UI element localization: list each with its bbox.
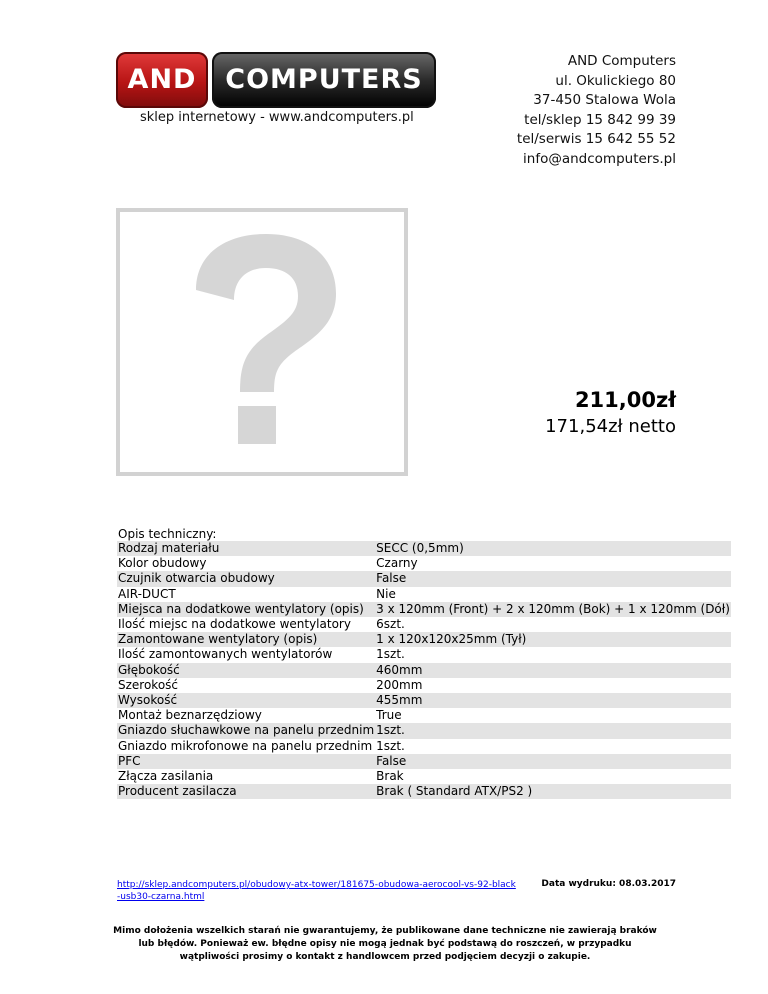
price-block bbox=[545, 388, 676, 437]
spec-key: Montaż beznarzędziowy bbox=[118, 708, 262, 723]
spec-value: 6szt. bbox=[376, 617, 405, 632]
spec-row bbox=[117, 754, 731, 769]
spec-value: True bbox=[376, 708, 402, 723]
spec-value: 1szt. bbox=[376, 738, 405, 753]
spec-key: Złącza zasilania bbox=[118, 769, 214, 784]
spec-value: 3 x 120mm (Front) + 2 x 120mm (Bok) + 1 x 120mm (Dół) bbox=[376, 601, 730, 616]
spec-key: Zamontowane wentylatory (opis) bbox=[117, 632, 375, 647]
specs-table bbox=[117, 541, 731, 799]
logo-computers-text: COMPUTERS bbox=[212, 52, 436, 108]
spec-key: AIR-DUCT bbox=[118, 586, 176, 601]
spec-value: False bbox=[375, 754, 731, 769]
company-email: info@andcomputers.pl bbox=[523, 150, 676, 167]
spec-row bbox=[117, 571, 731, 586]
spec-key: Kolor obudowy bbox=[118, 556, 207, 571]
spec-value: Nie bbox=[376, 586, 396, 601]
spec-row bbox=[117, 556, 731, 571]
spec-row bbox=[117, 708, 731, 723]
spec-value: Brak ( Standard ATX/PS2 ) bbox=[375, 784, 731, 799]
spec-key: Gniazdo mikrofonowe na panelu przednim bbox=[118, 738, 373, 753]
print-date: Data wydruku: 08.03.2017 bbox=[541, 879, 676, 889]
spec-value: SECC (0,5mm) bbox=[375, 541, 731, 556]
shop-tagline: sklep internetowy - www.andcomputers.pl bbox=[140, 110, 414, 125]
spec-value: 1szt. bbox=[375, 723, 731, 738]
spec-row bbox=[117, 617, 731, 632]
spec-row bbox=[117, 541, 731, 556]
spec-key: Wysokość bbox=[117, 693, 375, 708]
spec-value: Brak bbox=[376, 769, 404, 784]
spec-row bbox=[117, 663, 731, 678]
specs-title: Opis techniczny: bbox=[118, 527, 217, 541]
spec-row bbox=[117, 739, 731, 754]
spec-key: Producent zasilacza bbox=[117, 784, 375, 799]
price-net: 171,54zł netto bbox=[545, 416, 676, 437]
company-name: AND Computers bbox=[567, 53, 676, 69]
company-phone-service: tel/serwis 15 642 55 52 bbox=[516, 131, 676, 147]
spec-row bbox=[117, 784, 731, 799]
spec-row bbox=[117, 723, 731, 738]
disclaimer: Mimo dołożenia wszelkich starań nie gwarantujemy, że publikowane dane techniczne nie zawierają braków lub błędów. Ponieważ ew. błędne opisy nie mogą jednak być podstawą do roszczeń, w przypadku wątpliwości prosimy o kontakt z handlowcem przed podjęciem decyzji o zakupie. bbox=[113, 926, 657, 962]
spec-row bbox=[117, 678, 731, 693]
question-mark-placeholder-icon bbox=[116, 208, 408, 476]
spec-row bbox=[117, 647, 731, 662]
spec-row bbox=[117, 769, 731, 784]
spec-value: 1 x 120x120x25mm (Tył) bbox=[375, 632, 731, 647]
spec-key: Szerokość bbox=[118, 677, 179, 692]
spec-value: 1szt. bbox=[376, 647, 405, 662]
spec-key: Czujnik otwarcia obudowy bbox=[117, 571, 375, 586]
company-phone-shop: tel/sklep 15 842 99 39 bbox=[524, 111, 676, 128]
logo-and-text: AND bbox=[116, 52, 208, 108]
spec-key: Głębokość bbox=[117, 663, 375, 678]
spec-key: Miejsca na dodatkowe wentylatory (opis) bbox=[117, 602, 375, 617]
company-city: 37-450 Stalowa Wola bbox=[533, 92, 676, 108]
spec-row bbox=[117, 587, 731, 602]
spec-key: Gniazdo słuchawkowe na panelu przednim bbox=[118, 723, 375, 738]
spec-key: Ilość miejsc na dodatkowe wentylatory bbox=[118, 617, 351, 632]
spec-key: Ilość zamontowanych wentylatorów bbox=[118, 647, 333, 662]
spec-value: 200mm bbox=[376, 677, 423, 692]
spec-value: 455mm bbox=[375, 693, 731, 708]
spec-value: 460mm bbox=[375, 663, 731, 678]
spec-key: Rodzaj materiału bbox=[117, 541, 375, 556]
spec-row bbox=[117, 632, 731, 647]
spec-row bbox=[117, 693, 731, 708]
spec-value: Czarny bbox=[376, 556, 418, 571]
company-logo bbox=[116, 52, 436, 108]
product-url-link[interactable]: http://sklep.andcomputers.pl/obudowy-atx-tower/181675-obudowa-aerocool-vs-92-black-usb30-czarna.html bbox=[117, 880, 516, 902]
price-gross: 211,00zł bbox=[574, 388, 676, 412]
company-contact bbox=[517, 52, 676, 169]
spec-row bbox=[117, 602, 731, 617]
spec-value: False bbox=[375, 571, 731, 586]
company-street: ul. Okulickiego 80 bbox=[555, 72, 676, 89]
spec-key: PFC bbox=[117, 754, 375, 769]
